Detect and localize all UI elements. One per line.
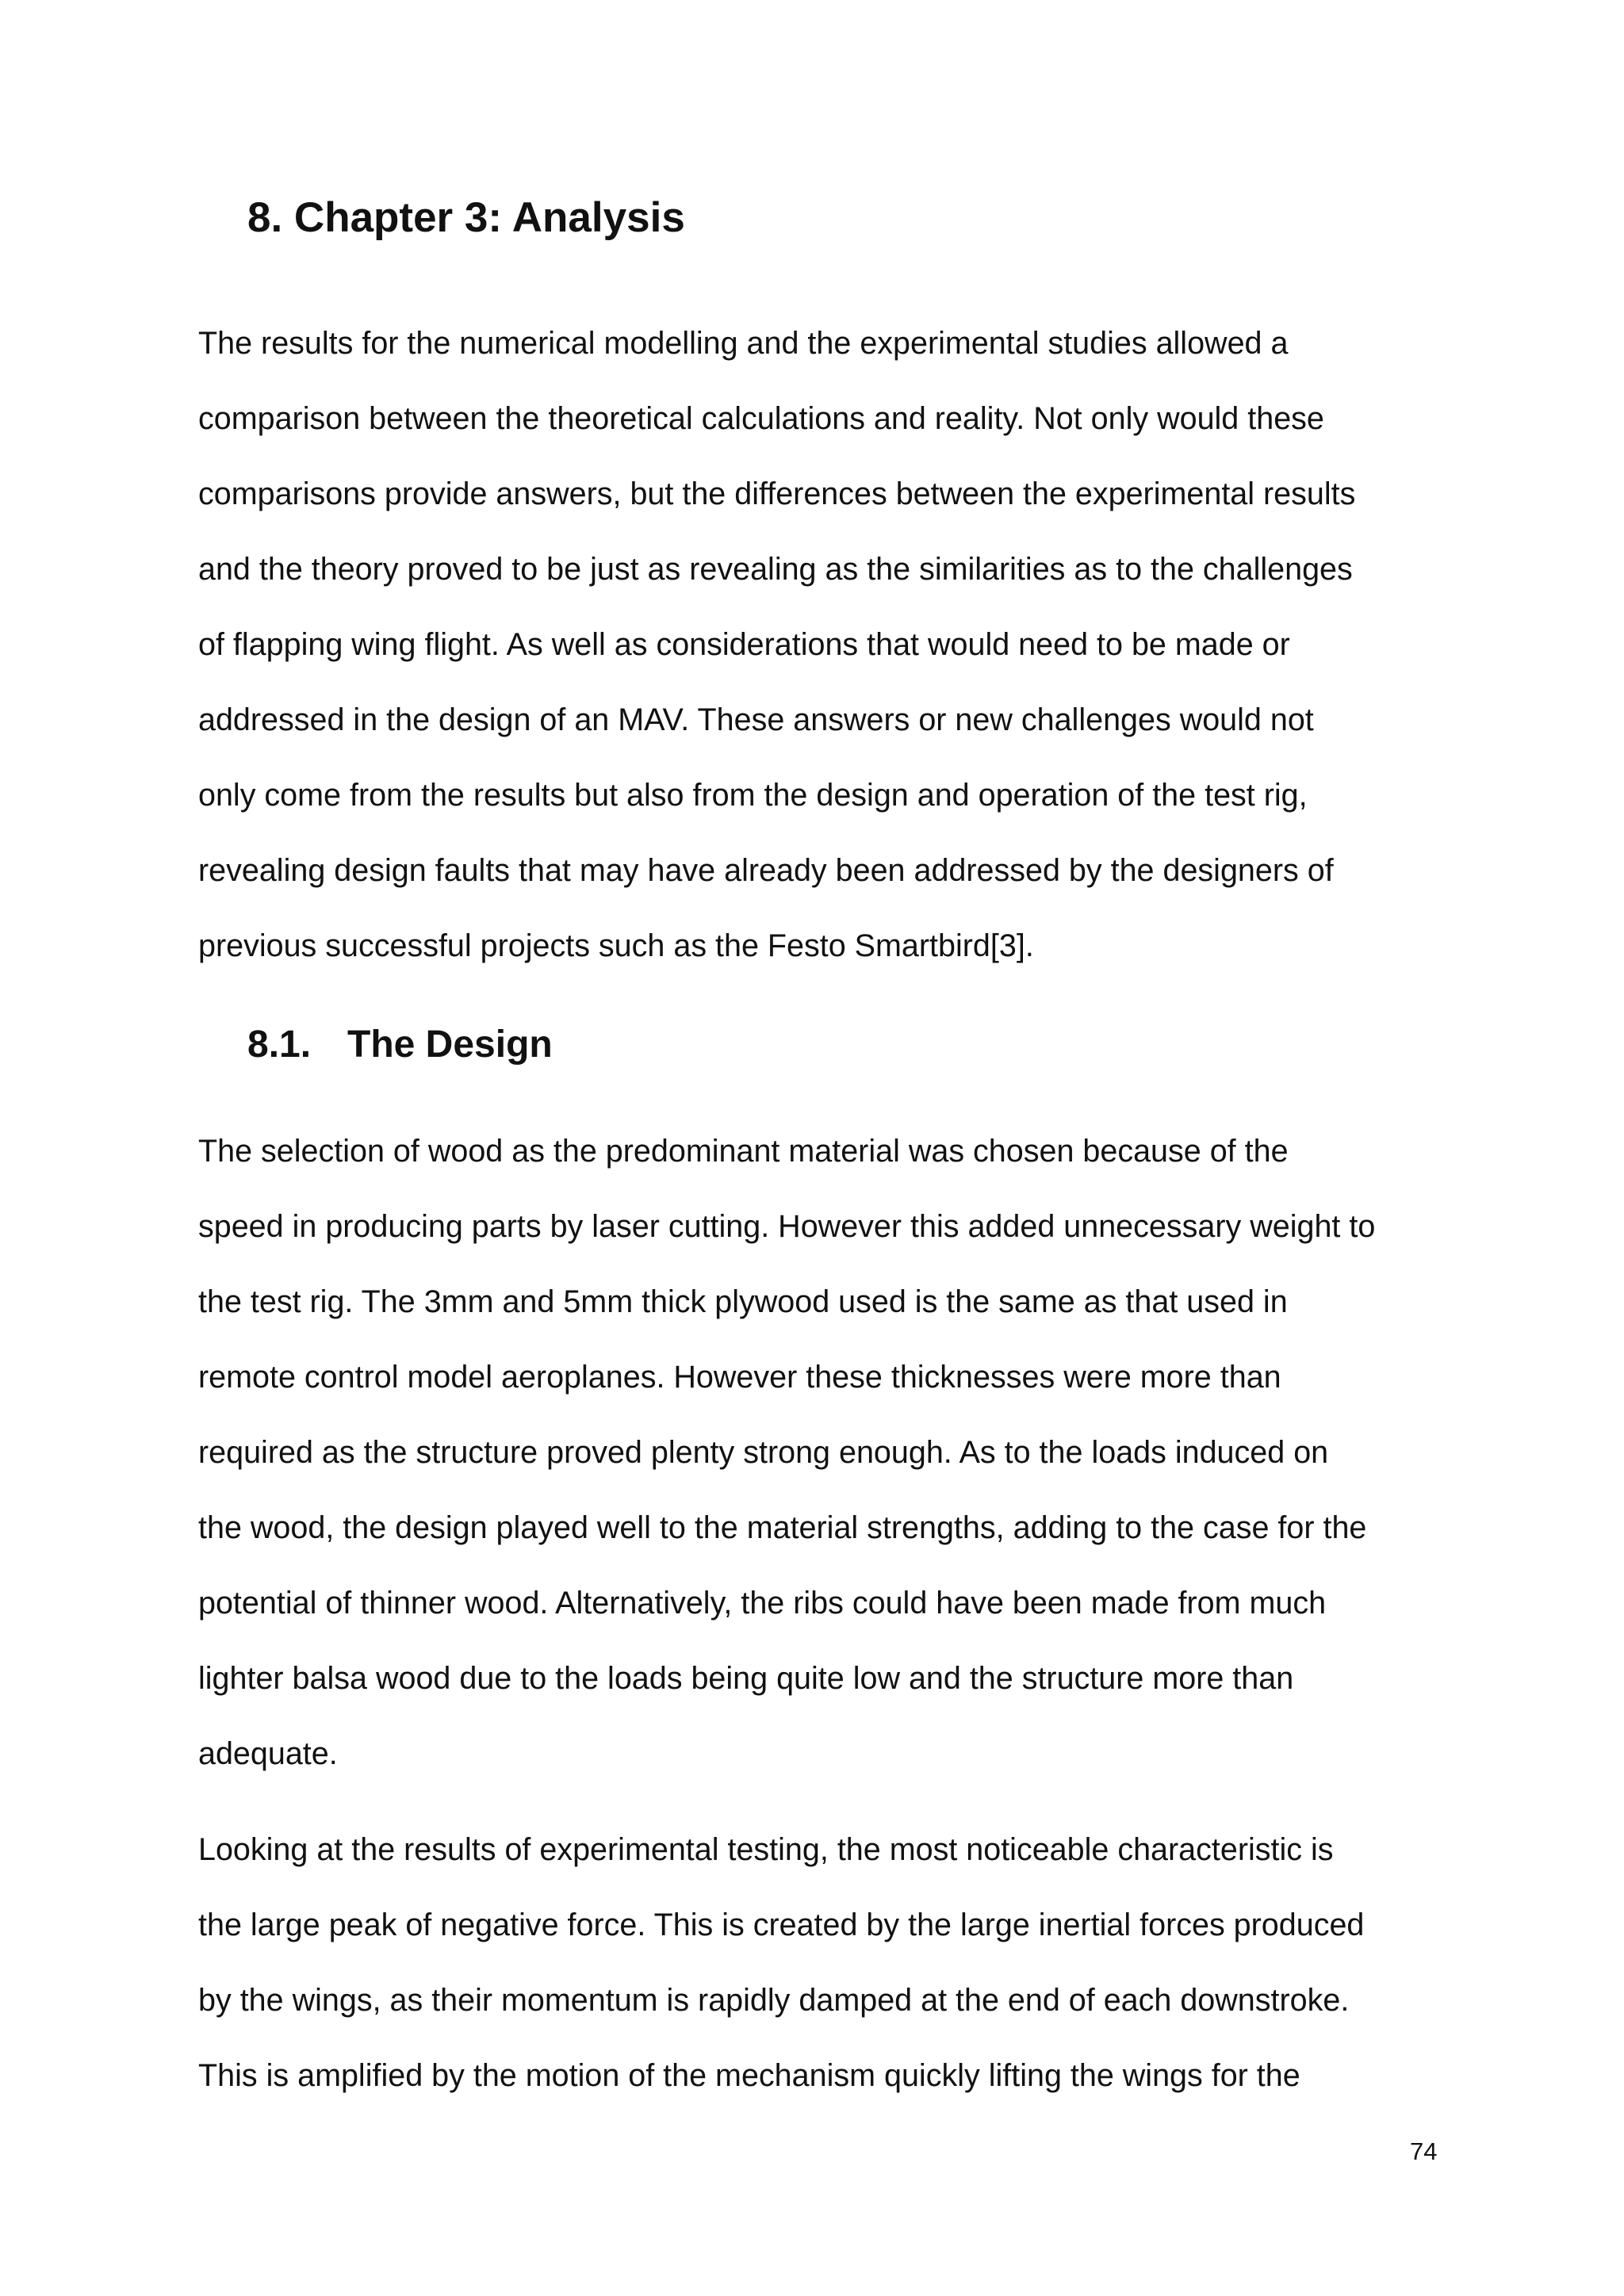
paragraph-line: revealing design faults that may have already been addressed by the designers of	[198, 853, 1334, 888]
section-heading	[247, 1021, 553, 1069]
paragraph-line: potential of thinner wood. Alternatively, the ribs could have been made from much	[198, 1586, 1327, 1621]
paragraph-line: the large peak of negative force. This is created by the large inertial forces produced	[198, 1908, 1365, 1942]
paragraph-line: required as the structure proved plenty strong enough. As to the loads induced on	[198, 1435, 1329, 1470]
paragraph-line: addressed in the design of an MAV. These answers or new challenges would not	[198, 702, 1314, 737]
paragraph-line: only come from the results but also from the design and operation of the test rig,	[198, 778, 1308, 813]
paragraph-line: The selection of wood as the predominant material was chosen because of the	[198, 1134, 1289, 1169]
paragraph-line: Looking at the results of experimental testing, the most noticeable characteristic is	[198, 1832, 1334, 1867]
paragraph-line: the wood, the design played well to the material strengths, adding to the case for the	[198, 1510, 1367, 1545]
chapter-title: 8. Chapter 3: Analysis	[247, 194, 685, 241]
section-number: 8.1.	[247, 1024, 312, 1066]
paragraph-line: previous successful projects such as the Festo Smartbird[3].	[198, 928, 1034, 963]
paragraph-line: comparison between the theoretical calculations and reality. Not only would these	[198, 401, 1324, 436]
paragraph-line: of flapping wing flight. As well as considerations that would need to be made or	[198, 627, 1290, 662]
paragraph-line: by the wings, as their momentum is rapidly damped at the end of each downstroke.	[198, 1983, 1350, 2018]
section-title-text: The Design	[347, 1024, 553, 1066]
paragraph-line: the test rig. The 3mm and 5mm thick plywood used is the same as that used in	[198, 1284, 1288, 1319]
paragraph-line: lighter balsa wood due to the loads being quite low and the structure more than	[198, 1661, 1294, 1696]
page-number: 74	[1410, 2137, 1438, 2165]
paragraph-line: adequate.	[198, 1736, 338, 1771]
paragraph-line: remote control model aeroplanes. However these thicknesses were more than	[198, 1360, 1281, 1395]
paragraph-line: and the theory proved to be just as revealing as the similarities as to the challenges	[198, 552, 1353, 587]
paragraph-line: speed in producing parts by laser cutting. However this added unnecessary weight to	[198, 1209, 1376, 1244]
paragraph-line: comparisons provide answers, but the differences between the experimental results	[198, 476, 1356, 511]
paragraph-line: This is amplified by the motion of the mechanism quickly lifting the wings for the	[198, 2058, 1300, 2093]
paragraph-line: The results for the numerical modelling and the experimental studies allowed a	[198, 326, 1289, 361]
